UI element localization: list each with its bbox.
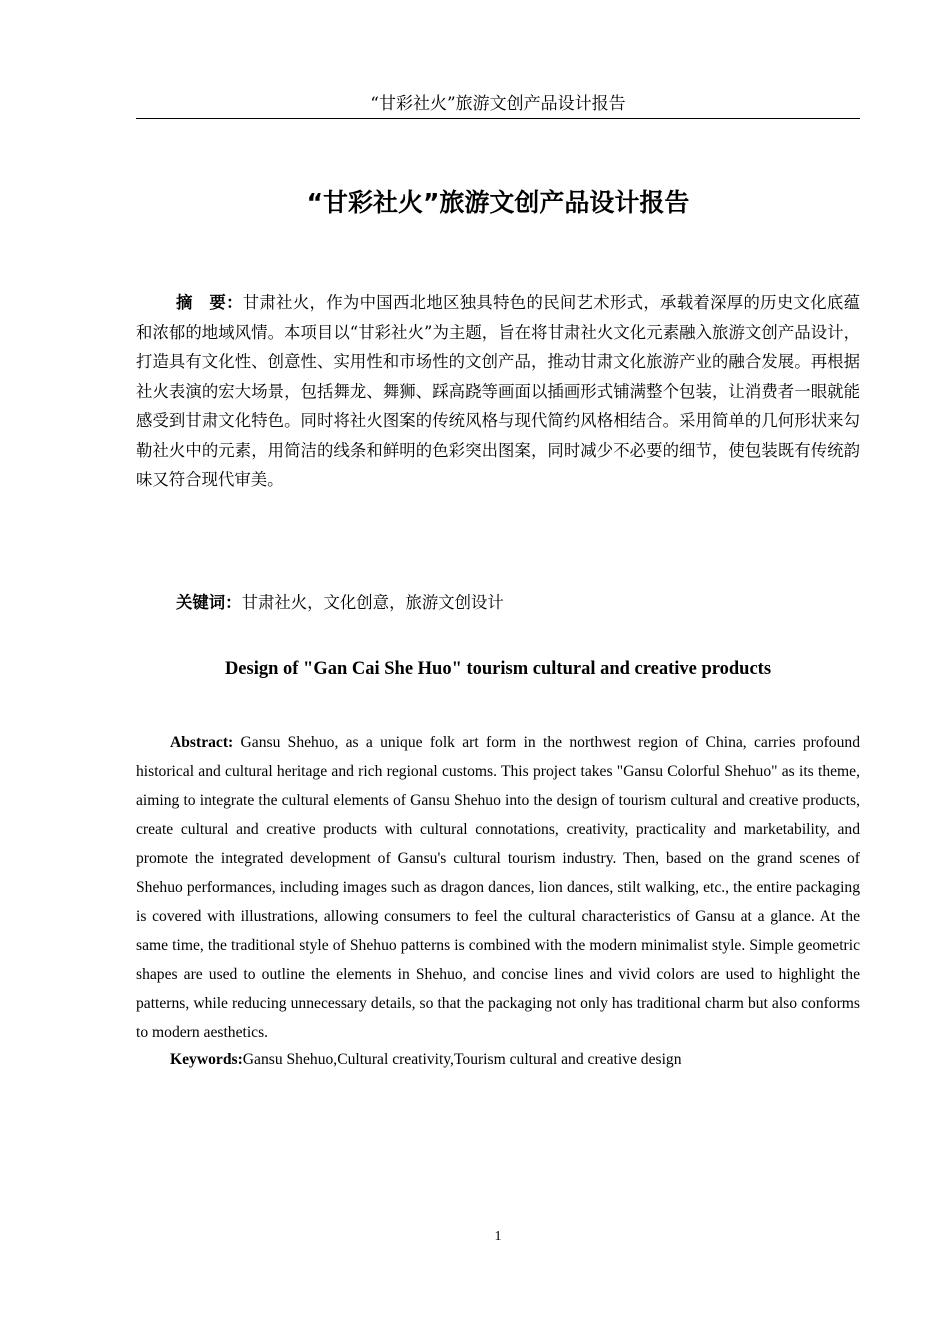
chinese-keywords xyxy=(136,588,860,618)
chinese-title: “甘彩社火”旅游文创产品设计报告 xyxy=(306,188,690,217)
english-keywords xyxy=(136,1045,860,1074)
header-rule xyxy=(136,118,860,119)
english-keywords-text: Gansu Shehuo,Cultural creativity,Tourism cultural and creative design xyxy=(242,1051,682,1068)
chinese-abstract xyxy=(136,288,860,495)
running-header: “甘彩社火”旅游文创产品设计报告 xyxy=(370,94,626,114)
english-abstract xyxy=(136,728,860,1047)
chinese-keywords-label: 关键词： xyxy=(176,593,242,612)
chinese-keywords-text: 甘肃社火，文化创意，旅游文创设计 xyxy=(241,593,504,612)
page-number: 1 xyxy=(494,1229,502,1244)
english-keywords-label: Keywords: xyxy=(170,1051,243,1068)
english-abstract-text: Gansu Shehuo, as a unique folk art form in the northwest region of China, carries profound historical and cultural heritage and rich regional customs. This project takes "Gansu Colorful Shehuo" as its theme, aiming to integrate the cultural elements of Gansu Shehuo into the design of tourism cultural and creative products, create cultural and creative products with cultural connotations, creativity, practicality and marketability, and promote the integrated development of Gansu's cultural tourism industry. Then, based on the grand scenes of Shehuo performances, including images such as dragon dances, lion dances, stilt walking, etc., the entire packaging is covered with illustrations, allowing consumers to feel the cultural characteristics of Gansu at a glance. At the same time, the traditional style of Shehuo patterns is combined with the modern minimalist style. Simple geometric shapes are used to outline the elements in Shehuo, and concise lines and vivid colors are used to highlight the patterns, while reducing unnecessary details, so that the packaging not only has traditional charm but also conforms to modern aesthetics. xyxy=(136,734,860,1041)
english-abstract-label: Abstract: xyxy=(170,734,234,751)
english-title: Design of "Gan Cai She Huo" tourism cultural and creative products xyxy=(224,659,772,679)
chinese-abstract-label: 摘 要： xyxy=(176,293,243,312)
chinese-abstract-text: 甘肃社火，作为中国西北地区独具特色的民间艺术形式，承载着深厚的历史文化底蕴和浓郁的地域风情。本项目以“甘彩社火”为主题，旨在将甘肃社火文化元素融入旅游文创产品设计，打造具有文化性、创意性、实用性和市场性的文创产品，推动甘肃文化旅游产业的融合发展。再根据社火表演的宏大场景，包括舞龙、舞狮、踩高跷等画面以插画形式铺满整个包装，让消费者一眼就能感受到甘肃文化特色。同时将社火图案的传统风格与现代简约风格相结合。采用简单的几何形状来勾勒社火中的元素，用简洁的线条和鲜明的色彩突出图案，同时减少不必要的细节，使包装既有传统韵味又符合现代审美。 xyxy=(136,293,861,489)
